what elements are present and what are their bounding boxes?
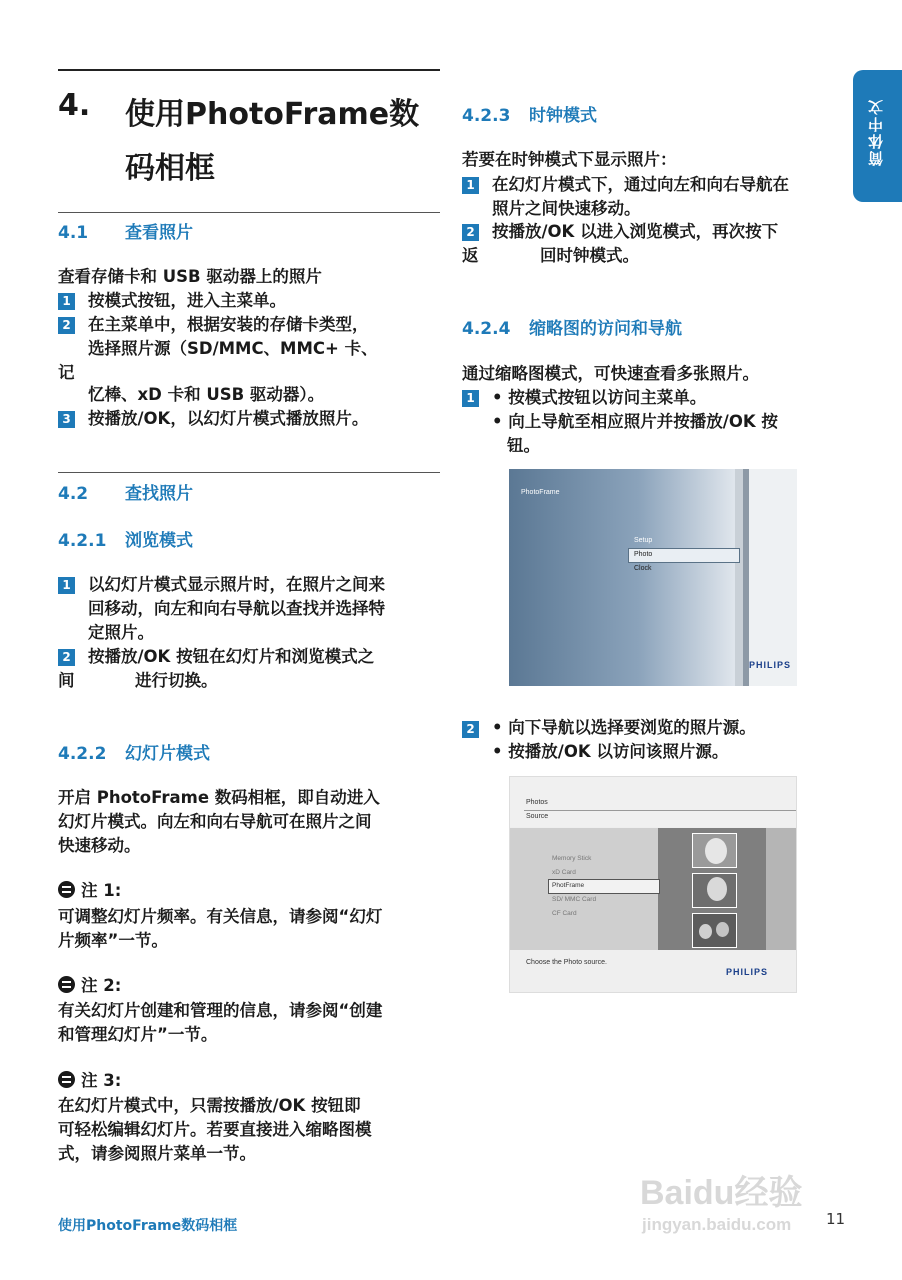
note-label: 注 3: — [81, 1071, 122, 1090]
brand-logo: PHILIPS — [749, 660, 792, 670]
section-number: 4.2.2 — [58, 744, 107, 764]
step-badge: 2 — [462, 721, 479, 738]
section-title: 查看照片 — [125, 223, 193, 243]
section-heading-4-1 — [58, 218, 193, 243]
watermark-url: jingyan.baidu.com — [642, 1215, 792, 1234]
menu-item-clock: Clock — [634, 565, 652, 572]
menu-item-setup: Setup — [634, 537, 653, 544]
source-item: xD Card — [552, 869, 576, 876]
step-text: 回移动，向左和向右导航以查找并选择特 — [88, 599, 385, 618]
source-item: Memory Stick — [552, 855, 592, 862]
step-text: 间 — [58, 671, 75, 690]
note-text: 可调整幻灯片频率。有关信息，请参阅“幻灯 — [58, 907, 383, 926]
section-rule-4-1 — [58, 212, 440, 213]
section-number: 4.2 — [58, 484, 89, 504]
screen-divider — [735, 469, 743, 686]
section-intro-4-2-3: 若要在时钟模式下显示照片： — [462, 150, 677, 169]
language-tab — [853, 70, 902, 202]
step-text: 回时钟模式。 — [540, 246, 639, 265]
section-number: 4.2.4 — [462, 319, 511, 339]
language-tab-label: 简体中文 — [867, 98, 885, 166]
photo-thumbnail — [692, 913, 737, 948]
note-heading — [58, 974, 121, 998]
body-text: 快速移动。 — [58, 836, 141, 855]
section-title: 缩略图的访问和导航 — [529, 319, 682, 339]
section-heading-4-2-2 — [58, 739, 210, 764]
note-heading — [58, 879, 121, 903]
section-heading-4-2-4 — [462, 314, 682, 339]
step-text: • 向上导航至相应照片并按播放/OK 按 — [492, 412, 778, 431]
step-text: 按模式按钮，进入主菜单。 — [88, 291, 286, 310]
note-text: 可轻松编辑幻灯片。若要直接进入缩略图模 — [58, 1120, 372, 1139]
photo-thumbnail — [692, 873, 737, 908]
section-number: 4.2.1 — [58, 531, 107, 551]
source-item: CF Card — [552, 910, 577, 917]
step-badge: 1 — [58, 293, 75, 310]
source-item: SD/ MMC Card — [552, 896, 597, 903]
note-text: 式，请参阅照片菜单一节。 — [58, 1144, 256, 1163]
section-title: 幻灯片模式 — [125, 744, 210, 764]
step-badge: 2 — [58, 317, 75, 334]
step-text: 按播放/OK 以进入浏览模式，再次按下 — [492, 222, 779, 241]
photo-thumbnail — [692, 833, 737, 868]
note-text: 有关幻灯片创建和管理的信息，请参阅“创建 — [58, 1001, 383, 1020]
chapter-title: 使用PhotoFrame数码相框 — [125, 97, 420, 186]
step-badge: 1 — [462, 177, 479, 194]
screen-side-panel — [766, 828, 797, 950]
chapter-number: 4. — [58, 88, 91, 123]
note-icon — [58, 976, 75, 993]
section-heading-4-2-3 — [462, 101, 597, 126]
brand-logo: PHILIPS — [726, 967, 769, 977]
step-text: 按播放/OK，以幻灯片模式播放照片。 — [88, 409, 369, 428]
screen-divider — [524, 810, 797, 811]
step-text: • 向下导航以选择要浏览的照片源。 — [492, 718, 756, 737]
menu-item-photo: Photo — [634, 551, 653, 558]
section-title: 查找照片 — [125, 484, 193, 504]
step-badge: 2 — [462, 224, 479, 241]
main-menu-screenshot — [509, 469, 797, 686]
step-text: 返 — [462, 246, 479, 265]
step-text: 以幻灯片模式显示照片时，在照片之间来 — [88, 575, 385, 594]
section-number: 4.1 — [58, 223, 89, 243]
section-title: 浏览模式 — [125, 531, 193, 551]
note-text: 在幻灯片模式中，只需按播放/OK 按钮即 — [58, 1096, 361, 1115]
step-text: 在主菜单中，根据安装的存储卡类型， — [88, 315, 369, 334]
step-text: 照片之间快速移动。 — [492, 199, 641, 218]
body-text: 幻灯片模式。向左和向右导航可在照片之间 — [58, 812, 372, 831]
step-text: • 按模式按钮以访问主菜单。 — [492, 388, 707, 407]
screen-header-area — [510, 777, 797, 827]
note-label: 注 1: — [81, 881, 122, 900]
step-badge: 2 — [58, 649, 75, 666]
step-badge: 1 — [462, 390, 479, 407]
section-intro-4-2-4: 通过缩略图模式，可快速查看多张照片。 — [462, 364, 759, 383]
note-heading — [58, 1069, 121, 1093]
screen-subtitle: Source — [526, 813, 549, 820]
section-number: 4.2.3 — [462, 106, 511, 126]
note-icon — [58, 881, 75, 898]
section-rule-4-2 — [58, 472, 440, 473]
step-text: 忆棒、xD 卡和 USB 驱动器）。 — [88, 385, 325, 404]
screen-title: Photos — [526, 799, 548, 806]
step-badge: 1 — [58, 577, 75, 594]
source-item: PhotFrame — [552, 882, 585, 889]
section-intro-4-1: 查看存储卡和 USB 驱动器上的照片 — [58, 267, 322, 286]
step-text: 在幻灯片模式下，通过向左和向右导航在 — [492, 175, 789, 194]
note-label: 注 2: — [81, 976, 122, 995]
step-text: 钮。 — [507, 436, 540, 455]
chapter-top-rule — [58, 69, 440, 71]
note-text: 和管理幻灯片”一节。 — [58, 1025, 218, 1044]
step-text: • 按播放/OK 以访问该照片源。 — [492, 742, 729, 761]
section-heading-4-2-1 — [58, 526, 193, 551]
screen-panel — [749, 469, 797, 686]
step-text: 进行切换。 — [135, 671, 218, 690]
screen-header: PhotoFrame — [521, 489, 560, 496]
step-text: 按播放/OK 按钮在幻灯片和浏览模式之 — [88, 647, 375, 666]
step-text: 定照片。 — [88, 623, 154, 642]
watermark-logo: Baidu经验 — [640, 1174, 803, 1212]
screen-footer-text: Choose the Photo source. — [526, 959, 607, 966]
photo-source-screenshot — [509, 776, 797, 993]
note-text: 片频率”一节。 — [58, 931, 168, 950]
body-text: 开启 PhotoFrame 数码相框，即自动进入 — [58, 788, 380, 807]
footer-title: 使用PhotoFrame数码相框 — [58, 1218, 238, 1234]
step-text: 记 — [58, 363, 75, 382]
note-icon — [58, 1071, 75, 1088]
section-heading-4-2 — [58, 479, 193, 504]
section-title: 时钟模式 — [529, 106, 597, 126]
step-badge: 3 — [58, 411, 75, 428]
step-text: 选择照片源（SD/MMC、MMC+ 卡、 — [88, 339, 378, 358]
page-number: 11 — [826, 1210, 846, 1228]
